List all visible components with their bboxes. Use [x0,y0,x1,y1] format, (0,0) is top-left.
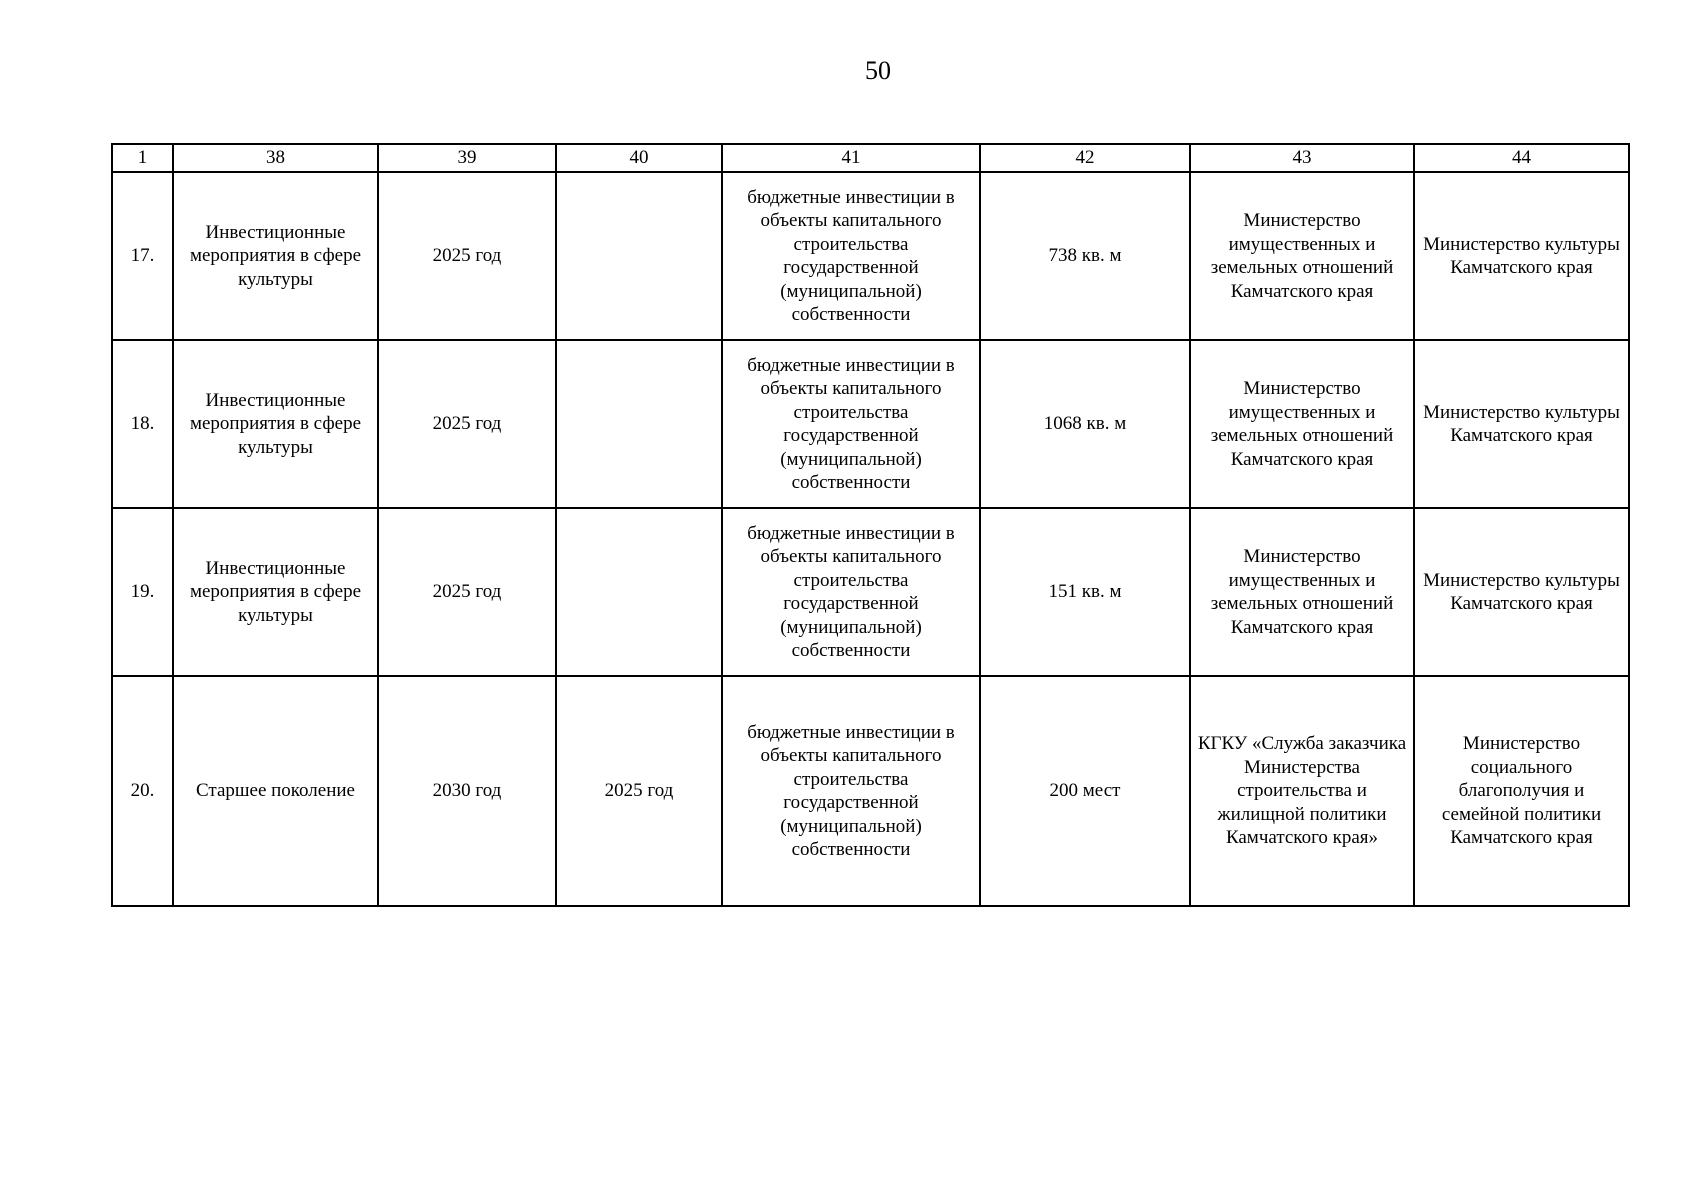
cell-year: 2025 год [378,508,556,676]
cell-event-name: Инвестиционные мероприятия в сфере культуры [173,172,378,340]
cell-event-name: Инвестиционные мероприятия в сфере культуры [173,340,378,508]
cell-capacity: 200 мест [980,676,1190,906]
cell-customer: Министерство имущественных и земельных отношений Камчатского края [1190,172,1414,340]
cell-year-start [556,340,722,508]
column-header: 1 [112,144,173,172]
cell-year: 2025 год [378,172,556,340]
cell-responsible: Министерство культуры Камчатского края [1414,172,1629,340]
cell-event-name: Старшее поколение [173,676,378,906]
column-header: 38 [173,144,378,172]
page-number: 50 [865,56,891,85]
cell-year: 2025 год [378,340,556,508]
cell-responsible: Министерство социального благополучия и семейной политики Камчатского края [1414,676,1629,906]
cell-capacity: 738 кв. м [980,172,1190,340]
cell-year-start [556,172,722,340]
row-number: 18. [112,340,173,508]
column-header: 39 [378,144,556,172]
table-row [112,676,1629,906]
header-row [112,144,1629,172]
data-table [111,143,1630,907]
cell-investment-type: бюджетные инвестиции в объекты капитального строительства государственной (муниципальной) собственности [722,172,980,340]
cell-year-start [556,508,722,676]
cell-capacity: 1068 кв. м [980,340,1190,508]
table-row [112,508,1629,676]
column-header: 40 [556,144,722,172]
cell-year: 2030 год [378,676,556,906]
column-header: 44 [1414,144,1629,172]
cell-customer: КГКУ «Служба заказчика Министерства строительства и жилищной политики Камчатского края» [1190,676,1414,906]
cell-customer: Министерство имущественных и земельных отношений Камчатского края [1190,340,1414,508]
table-row [112,172,1629,340]
column-header: 43 [1190,144,1414,172]
cell-customer: Министерство имущественных и земельных отношений Камчатского края [1190,508,1414,676]
cell-investment-type: бюджетные инвестиции в объекты капитального строительства государственной (муниципальной) собственности [722,508,980,676]
cell-responsible: Министерство культуры Камчатского края [1414,340,1629,508]
cell-investment-type: бюджетные инвестиции в объекты капитального строительства государственной (муниципальной) собственности [722,676,980,906]
cell-responsible: Министерство культуры Камчатского края [1414,508,1629,676]
cell-event-name: Инвестиционные мероприятия в сфере культуры [173,508,378,676]
cell-investment-type: бюджетные инвестиции в объекты капитального строительства государственной (муниципальной) собственности [722,340,980,508]
row-number: 19. [112,508,173,676]
row-number: 17. [112,172,173,340]
cell-capacity: 151 кв. м [980,508,1190,676]
cell-year-start: 2025 год [556,676,722,906]
column-header: 41 [722,144,980,172]
table-row [112,340,1629,508]
column-header: 42 [980,144,1190,172]
row-number: 20. [112,676,173,906]
